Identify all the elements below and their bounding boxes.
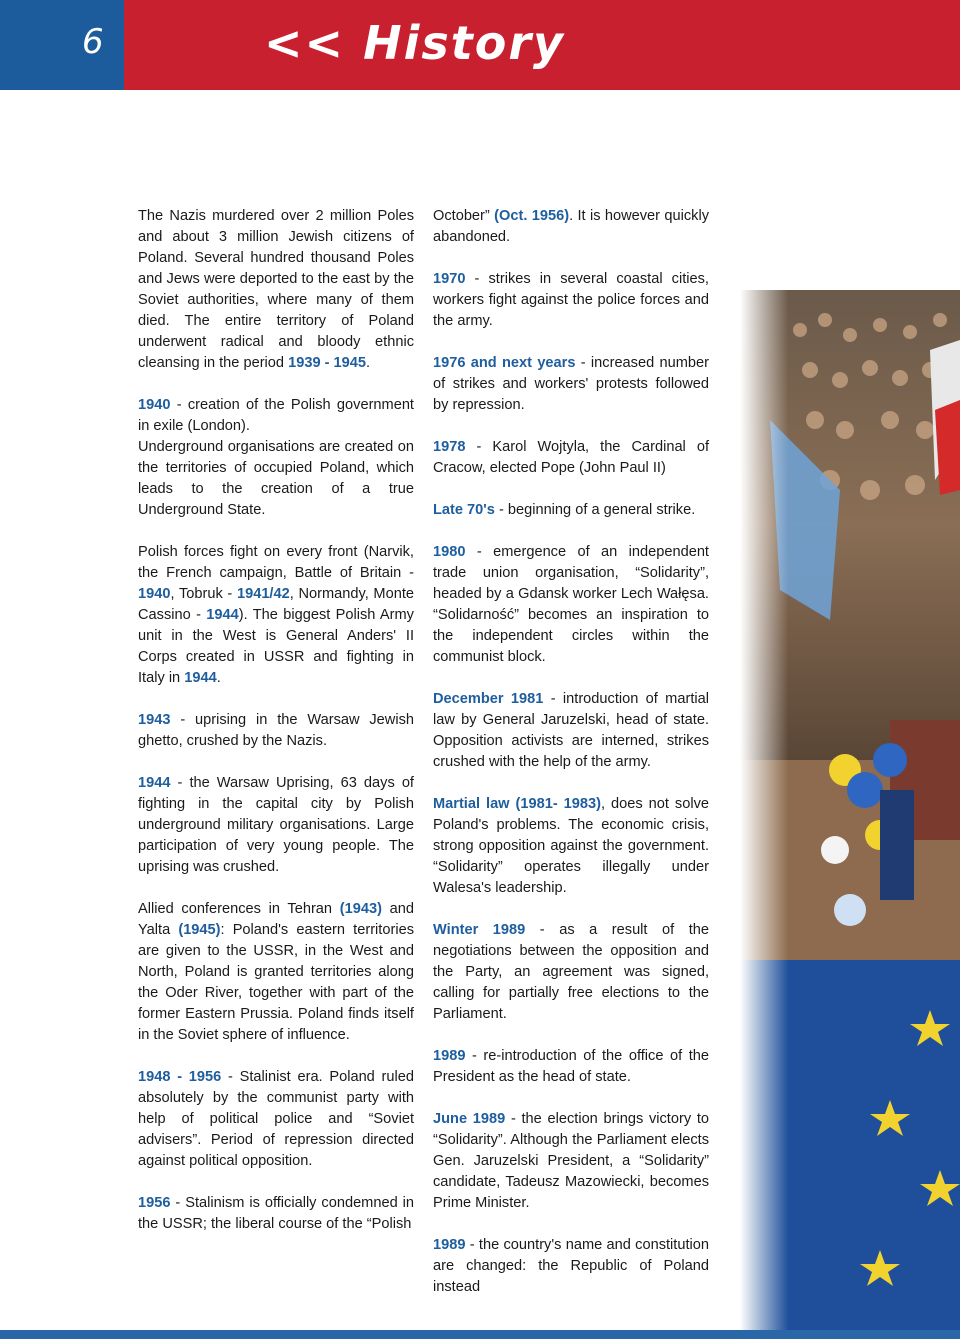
paragraph — [433, 920, 709, 1025]
left-text-column — [138, 206, 414, 1256]
page-number: 6 — [82, 22, 104, 62]
date-highlight: 1940 — [138, 586, 171, 602]
date-highlight: (1945) — [178, 922, 221, 938]
body-text: : Poland's eastern territories are given to the USSR, in the West and North, Poland is granted territories along the Oder River, together with part of the former Eastern Prussia. Poland finds itself in the Soviet sphere of influence. — [138, 922, 414, 1043]
date-highlight: 1944 — [138, 775, 171, 791]
bottom-stripe — [0, 1330, 960, 1339]
date-highlight: 1944 — [184, 670, 217, 686]
body-text: - the election brings victory to “Solidarity”. Although the Parliament elects Gen. Jaruzelski President, a “Solidarity” candidate, Tadeusz Mazowiecki, becomes Prime Minister. — [433, 1111, 709, 1211]
section-title: << History — [264, 16, 566, 70]
body-text: - introduction of martial law by General Jaruzelski, head of state. Opposition activists are interned, strikes crushed with the help of the army. — [433, 691, 709, 770]
date-highlight: (Oct. 1956) — [494, 208, 570, 224]
body-text: . — [366, 355, 371, 371]
date-highlight: 1941/42 — [236, 586, 290, 602]
date-highlight: June 1989 — [433, 1111, 506, 1127]
paragraph — [433, 269, 709, 332]
date-highlight: December 1981 — [433, 691, 544, 707]
page-number-box — [0, 0, 124, 90]
body-text: - Karol Wojtyla, the Cardinal of Cracow, elected Pope (John Paul II) — [433, 439, 709, 476]
paragraph — [138, 542, 414, 689]
paragraph — [138, 710, 414, 752]
body-text: - uprising in the Warsaw Jewish ghetto, crushed by the Nazis. — [138, 712, 414, 749]
body-text: - increased number of strikes and workers' protests followed by repression. — [433, 355, 709, 413]
paragraph — [433, 689, 709, 773]
body-text: - as a result of the negotiations between the opposition and the Party, an agreement was signed, calling for partially free elections to the Parliament. — [433, 922, 709, 1022]
paragraph — [138, 773, 414, 878]
date-highlight: 1970 — [433, 271, 466, 287]
date-highlight: 1976 and next years — [433, 355, 576, 371]
body-text: The Nazis murdered over 2 million Poles and about 3 million Jewish citizens of Poland. Several hundred thousand Poles and Jews were deported to the east by the Soviet authorities, where many of them died. The entire territory of Poland underwent radical and bloody ethnic cleansing in the period — [138, 208, 414, 371]
paragraph — [138, 206, 414, 374]
title-banner — [124, 0, 960, 90]
date-highlight: 1956 — [138, 1195, 171, 1211]
paragraph — [138, 1193, 414, 1235]
paragraph — [138, 899, 414, 1046]
date-highlight: 1944 — [206, 607, 239, 623]
page-header — [0, 0, 960, 90]
date-highlight: 1940 — [138, 397, 171, 413]
paragraph — [433, 794, 709, 899]
date-highlight: Late 70's — [433, 502, 495, 518]
body-text: . — [216, 670, 221, 686]
paragraph — [433, 206, 709, 248]
paragraph — [433, 542, 709, 668]
paragraph — [138, 1067, 414, 1172]
body-text: - re-introduction of the office of the President as the head of state. — [433, 1048, 709, 1085]
right-text-column — [433, 206, 709, 1319]
body-text: , does not solve Poland's problems. The economic crisis, strong opposition against the government. “Solidarity” operates illegally under Walesa's leadership. — [433, 796, 709, 896]
paragraph — [433, 437, 709, 479]
body-text: . It is however quickly abandoned. — [433, 208, 709, 245]
date-highlight: (1943) — [339, 901, 382, 917]
date-highlight: 1980 — [433, 544, 466, 560]
body-text: ). The biggest Polish Army unit in the West is General Anders' II Corps created in USSR and fighting in Italy in — [138, 607, 414, 686]
body-text: - the Warsaw Uprising, 63 days of fighting in the capital city by Polish underground military organisations. Large participation of very young people. The uprising was crushed. — [138, 775, 414, 875]
body-text: Underground organisations are created on the territories of occupied Poland, which leads to the creation of a true Underground State. — [138, 439, 414, 518]
body-text: , Normandy, Monte Cassino - — [138, 586, 414, 623]
paragraph — [433, 1235, 709, 1298]
paragraph — [433, 1046, 709, 1088]
body-text: - the country's name and constitution are changed: the Republic of Poland instead — [433, 1237, 709, 1295]
body-text: - beginning of a general strike. — [494, 502, 696, 518]
paragraph — [138, 395, 414, 521]
date-highlight: 1943 — [138, 712, 171, 728]
paragraph — [433, 1109, 709, 1214]
body-text: - emergence of an independent trade union organisation, “Solidarity”, headed by a Gdansk worker Lech Wałęsa. “Solidarność” becomes an inspiration to the independent circles within the communist block. — [433, 544, 709, 665]
paragraph — [433, 500, 709, 521]
date-highlight: Martial law (1981- 1983) — [433, 796, 601, 812]
body-text: October” — [433, 208, 495, 224]
date-highlight: 1978 — [433, 439, 466, 455]
body-text: - creation of the Polish government in exile (London). — [138, 397, 414, 434]
paragraph — [433, 353, 709, 416]
body-text: - Stalinist era. Poland ruled absolutely by the communist party with help of political police and “Soviet advisers”. Period of repression directed against political opposition. — [138, 1069, 414, 1169]
date-highlight: 1989 — [433, 1048, 466, 1064]
date-highlight: 1989 — [433, 1237, 466, 1253]
body-text: - strikes in several coastal cities, workers fight against the police forces and the army. — [433, 271, 709, 329]
body-text: Polish forces fight on every front (Narvik, the French campaign, Battle of Britain - — [138, 544, 414, 581]
body-text: Allied conferences in Tehran — [138, 901, 340, 917]
date-highlight: 1948 - 1956 — [138, 1069, 222, 1085]
body-text: , Tobruk - — [170, 586, 237, 602]
body-text: - Stalinism is officially condemned in the USSR; the liberal course of the “Polish — [138, 1195, 414, 1232]
body-text: and Yalta — [138, 901, 414, 938]
date-highlight: 1939 - 1945 — [288, 355, 366, 371]
date-highlight: Winter 1989 — [433, 922, 526, 938]
crowd-with-flags-photo — [740, 290, 960, 1339]
